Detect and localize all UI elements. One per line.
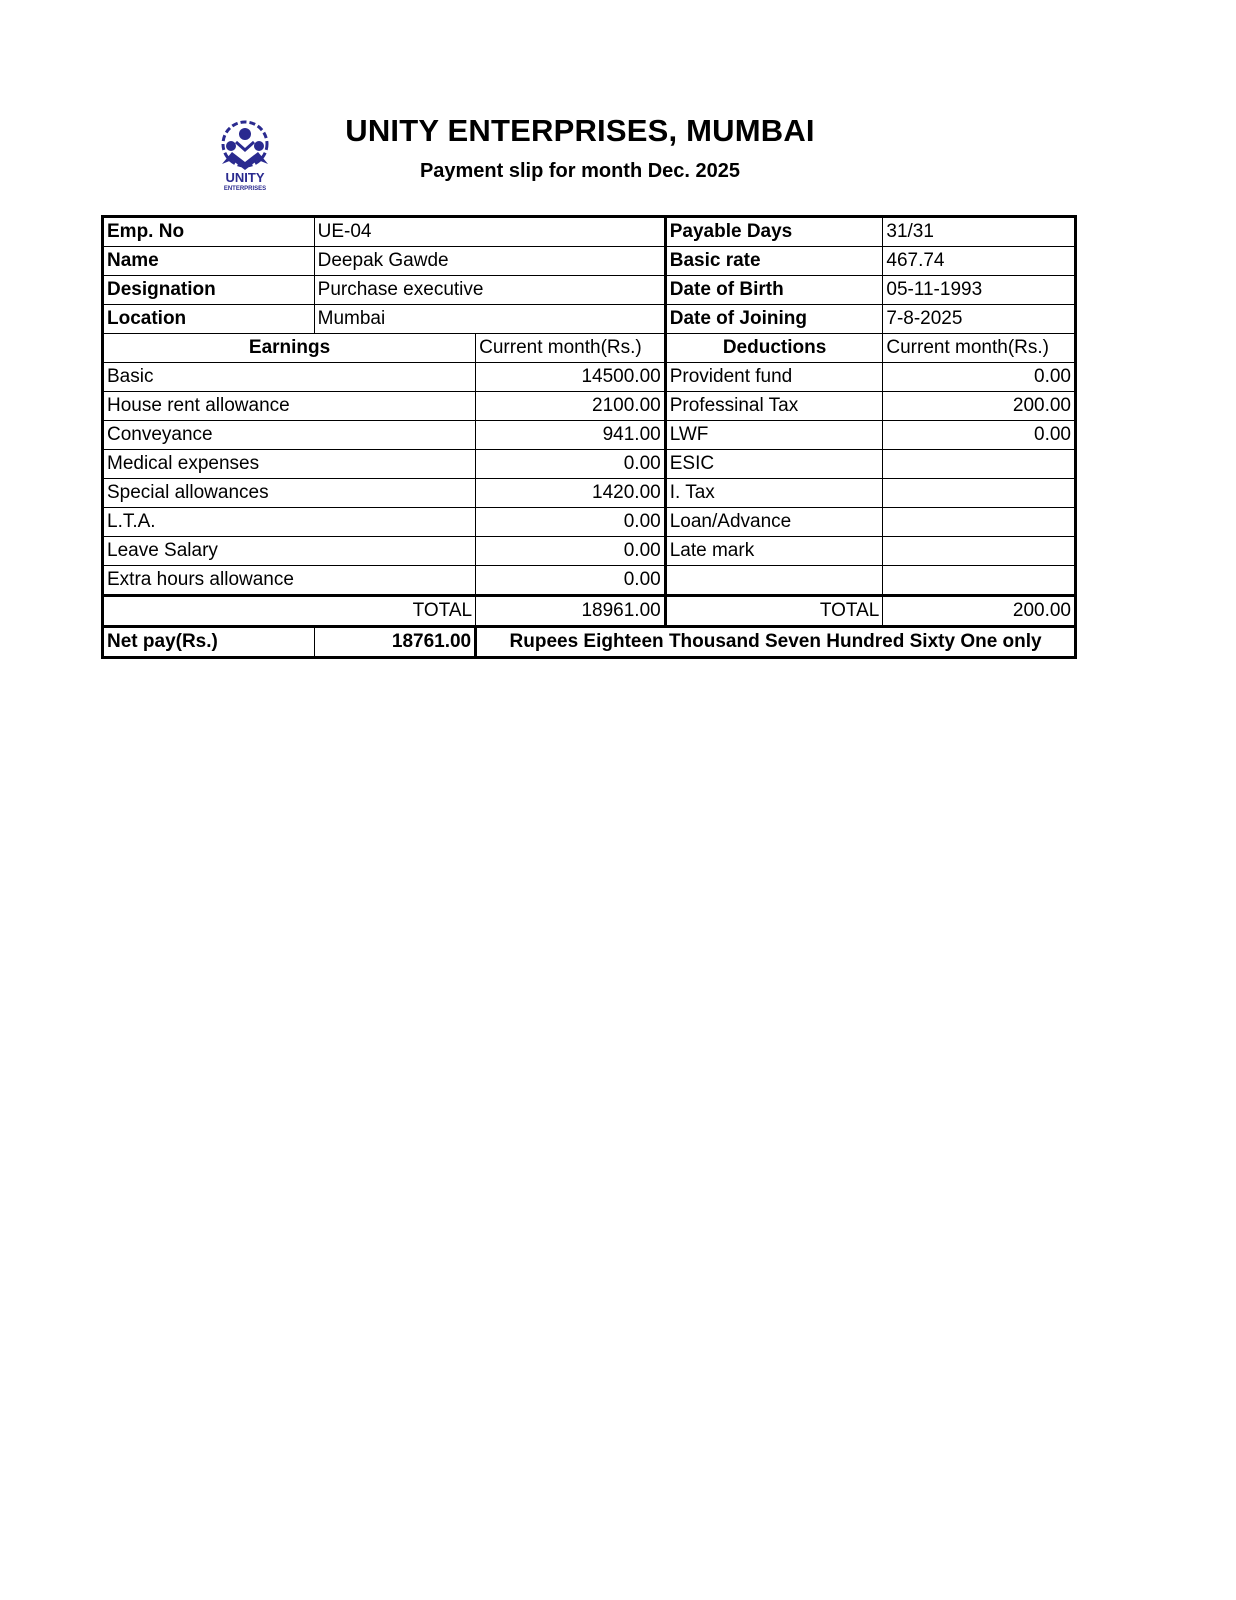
info-row-location — [103, 305, 1076, 334]
net-pay-value: 18761.00 — [314, 627, 475, 658]
deduction-label: Late mark — [665, 537, 883, 566]
basic-rate-value: 467.74 — [883, 247, 1076, 276]
doj-value: 7-8-2025 — [883, 305, 1076, 334]
earning-label: Conveyance — [103, 421, 476, 450]
earning-label: Special allowances — [103, 479, 476, 508]
info-row-name — [103, 247, 1076, 276]
earning-amount: 1420.00 — [476, 479, 666, 508]
doj-label: Date of Joining — [665, 305, 883, 334]
deduction-label: ESIC — [665, 450, 883, 479]
table-row — [103, 392, 1076, 421]
deduction-label: Provident fund — [665, 363, 883, 392]
deduction-amount — [883, 450, 1076, 479]
dob-label: Date of Birth — [665, 276, 883, 305]
slip-title: Payment slip for month Dec. 2025 — [419, 160, 741, 182]
location-label: Location — [103, 305, 315, 334]
table-row — [103, 566, 1076, 596]
deduction-label: Loan/Advance — [665, 508, 883, 537]
section-header-row — [103, 334, 1076, 363]
payslip-table — [101, 215, 1077, 659]
emp-no-label: Emp. No — [103, 217, 315, 247]
deductions-header: Deductions — [665, 334, 883, 363]
deductions-total-value: 200.00 — [883, 596, 1076, 627]
info-row-emp-no — [103, 217, 1076, 247]
earning-amount: 0.00 — [476, 508, 666, 537]
deduction-amount — [883, 479, 1076, 508]
table-row — [103, 363, 1076, 392]
deductions-total-label: TOTAL — [665, 596, 883, 627]
location-value: Mumbai — [314, 305, 665, 334]
payable-days-label: Payable Days — [665, 217, 883, 247]
deduction-amount: 0.00 — [883, 363, 1076, 392]
name-value: Deepak Gawde — [314, 247, 665, 276]
deduction-label: I. Tax — [665, 479, 883, 508]
basic-rate-label: Basic rate — [665, 247, 883, 276]
earnings-header: Earnings — [103, 334, 476, 363]
net-pay-row — [103, 627, 1076, 658]
deductions-amount-header: Current month(Rs.) — [883, 334, 1076, 363]
earning-label: Leave Salary — [103, 537, 476, 566]
table-row — [103, 537, 1076, 566]
info-row-designation — [103, 276, 1076, 305]
deduction-label — [665, 566, 883, 596]
unity-enterprises-logo — [208, 118, 282, 192]
deduction-label: LWF — [665, 421, 883, 450]
earning-label: Extra hours allowance — [103, 566, 476, 596]
earnings-amount-header: Current month(Rs.) — [476, 334, 666, 363]
designation-value: Purchase executive — [314, 276, 665, 305]
dob-value: 05-11-1993 — [883, 276, 1076, 305]
company-title: UNITY ENTERPRISES, MUMBAI — [345, 113, 815, 148]
net-pay-words: Rupees Eighteen Thousand Seven Hundred Sixty One only — [476, 627, 1076, 658]
deduction-amount — [883, 508, 1076, 537]
deduction-amount — [883, 566, 1076, 596]
table-row — [103, 450, 1076, 479]
earning-label: Basic — [103, 363, 476, 392]
deduction-label: Professinal Tax — [665, 392, 883, 421]
emp-no-value: UE-04 — [314, 217, 665, 247]
earning-amount: 0.00 — [476, 537, 666, 566]
earning-label: L.T.A. — [103, 508, 476, 537]
net-pay-label: Net pay(Rs.) — [103, 627, 315, 658]
earning-label: Medical expenses — [103, 450, 476, 479]
earning-label: House rent allowance — [103, 392, 476, 421]
earnings-total-label: TOTAL — [103, 596, 476, 627]
table-row — [103, 421, 1076, 450]
logo-text: UNITY — [225, 170, 265, 185]
totals-row — [103, 596, 1076, 627]
payable-days-value: 31/31 — [883, 217, 1076, 247]
deduction-amount: 0.00 — [883, 421, 1076, 450]
earnings-total-value: 18961.00 — [476, 596, 666, 627]
earning-amount: 0.00 — [476, 450, 666, 479]
logo-subtext: ENTERPRISES — [223, 186, 267, 192]
designation-label: Designation — [103, 276, 315, 305]
deduction-amount — [883, 537, 1076, 566]
earning-amount: 0.00 — [476, 566, 666, 596]
name-label: Name — [103, 247, 315, 276]
earning-amount: 2100.00 — [476, 392, 666, 421]
table-row — [103, 508, 1076, 537]
table-row — [103, 479, 1076, 508]
earning-amount: 14500.00 — [476, 363, 666, 392]
deduction-amount: 200.00 — [883, 392, 1076, 421]
earning-amount: 941.00 — [476, 421, 666, 450]
